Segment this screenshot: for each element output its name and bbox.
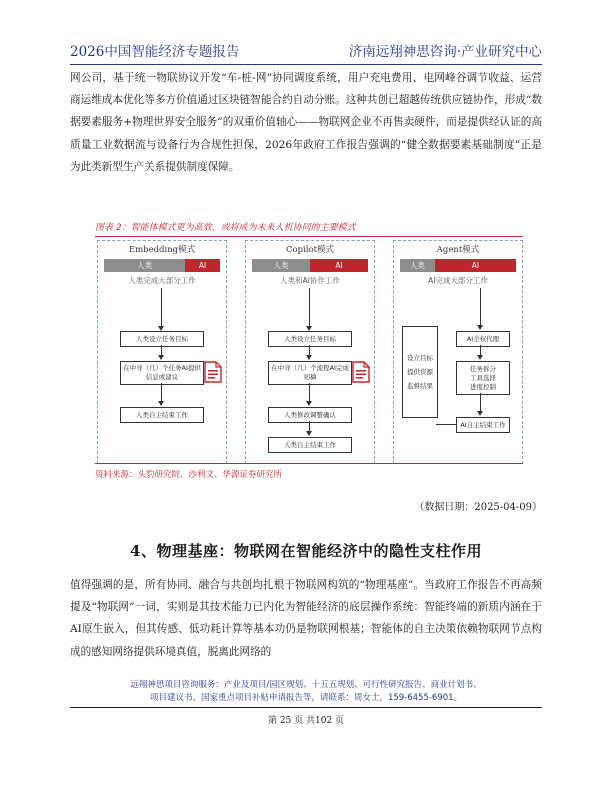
section-heading: 4、物理基座：物联网在智能经济中的隐性支柱作用: [130, 542, 482, 560]
step-box: 人类自主结束工作: [268, 437, 352, 453]
body-paragraph-1: 网公司，基于统一物联协议开发“车-桩-网”协同调度系统，用户充电费用、电网峰谷调节收益、运营商运维成本优化等多方价值通过区块链智能合约自动分账。这种共创已超越传统供应链协作，形成“数据要素服务+物理世界安全服务”的双重价值轴心——物联网企业不再售卖硬件，而是提供经认证的高质量工业数据流与设备行为合规性担保，2026年政府工作报告强调的“健全数据要素基础制度”正是为此类新型生产关系提供制度保障。: [70, 72, 542, 173]
figure-2: [95, 220, 523, 486]
human-ai-bar: [400, 259, 516, 272]
step-box: AI自主结束工作: [456, 417, 510, 433]
header-right-title: 济南远翔神思咨询·产业研究中心: [348, 44, 542, 60]
mode-embedding: [97, 240, 227, 464]
human-segment: 人类: [252, 259, 310, 272]
arrow-icon: [158, 355, 164, 360]
arrow-icon: [306, 401, 312, 406]
footer-line-1: 远翔神思项目咨询服务：产业及项目/园区规划、十五五规划、可行性研究报告、商业计划书、: [130, 680, 482, 690]
human-ai-bar: [252, 259, 368, 272]
arrow-icon: [306, 431, 312, 436]
data-date-note: （数据日期：2025-04-09）: [414, 502, 542, 513]
arrow-icon: [306, 355, 312, 360]
arrow-icon: [477, 325, 483, 330]
footer-line-2: 项目建议书、国家重点项目补贴申请报告等，请联系：周女士，159-6455-6901。: [149, 693, 463, 703]
step-box: 任务拆分 工具选择 进度控制: [456, 361, 510, 395]
document-icon: [352, 361, 370, 383]
header-left-title: 2026中国智能经济专题报告: [70, 44, 240, 60]
arrow-icon: [477, 355, 483, 360]
ai-segment: AI: [435, 259, 516, 272]
mode-note: AI完成大部分工作: [428, 276, 488, 285]
mode-name: Embedding模式: [128, 245, 196, 255]
body-paragraph-2: 值得强调的是，所有协同、融合与共创均扎根于物联网构筑的“物理基座”。当政府工作报告不再高频提及“物联网”一词，实则是其技术能力已内化为智能经济的底层操作系统：智能终端的新质内涵在于AI原生嵌入，但其传感、低功耗计算等基本功仍是物联网根基；智能体的自主决策依赖物联网节点构成的感知网络提供环境真值，脱离此网络的: [70, 579, 542, 658]
mode-note: 人类和AI协作工作: [280, 276, 340, 285]
step-box: 人类修改调整确认: [268, 407, 352, 423]
connector: [480, 288, 481, 328]
arrow-icon: [477, 411, 483, 416]
document-icon: [204, 361, 222, 383]
figure-title: 图表 2：智能体模式更为高效，或将成为未来人机协同的主要模式: [95, 223, 356, 233]
mode-copilot: [245, 240, 375, 464]
figure-bottom-rule: [95, 463, 523, 464]
mode-name: Copilot模式: [285, 245, 335, 255]
human-ai-bar: [104, 259, 220, 272]
footer-contact-note: [70, 679, 542, 705]
step-box: 人类设立任务目标: [268, 331, 352, 347]
figure-title-rule: [95, 236, 523, 237]
arrow-icon: [158, 401, 164, 406]
human-segment: 人类: [400, 259, 435, 272]
connector: [309, 288, 310, 329]
step-box: AI全权代理: [456, 331, 510, 347]
ai-segment: AI: [310, 259, 368, 272]
human-role-box: 设立目标 提供资源 监督结果: [402, 326, 438, 418]
human-segment: 人类: [104, 259, 185, 272]
mode-note: 人类完成大部分工作: [128, 276, 196, 285]
step-box: 人类自主结束工作: [120, 407, 204, 423]
footer-rule: [70, 707, 542, 708]
header-rule: [70, 64, 542, 65]
figure-source: 资料来源：头豹研究院、沙利文、华源证券研究所: [95, 470, 283, 480]
mode-agent: [393, 240, 523, 464]
step-box: 在中寻（几）个任务AI提供信息或建议: [120, 361, 204, 385]
mode-name: Agent模式: [436, 245, 480, 255]
page-number: 第 25 页 共102 页: [267, 716, 345, 726]
connector: [436, 424, 456, 425]
page-header: [70, 38, 542, 60]
connector: [161, 288, 162, 329]
ai-segment: AI: [185, 259, 220, 272]
step-box: 在中寻（几）个流程AI完成初稿: [268, 361, 352, 385]
step-box: 人类设立任务目标: [120, 331, 204, 347]
